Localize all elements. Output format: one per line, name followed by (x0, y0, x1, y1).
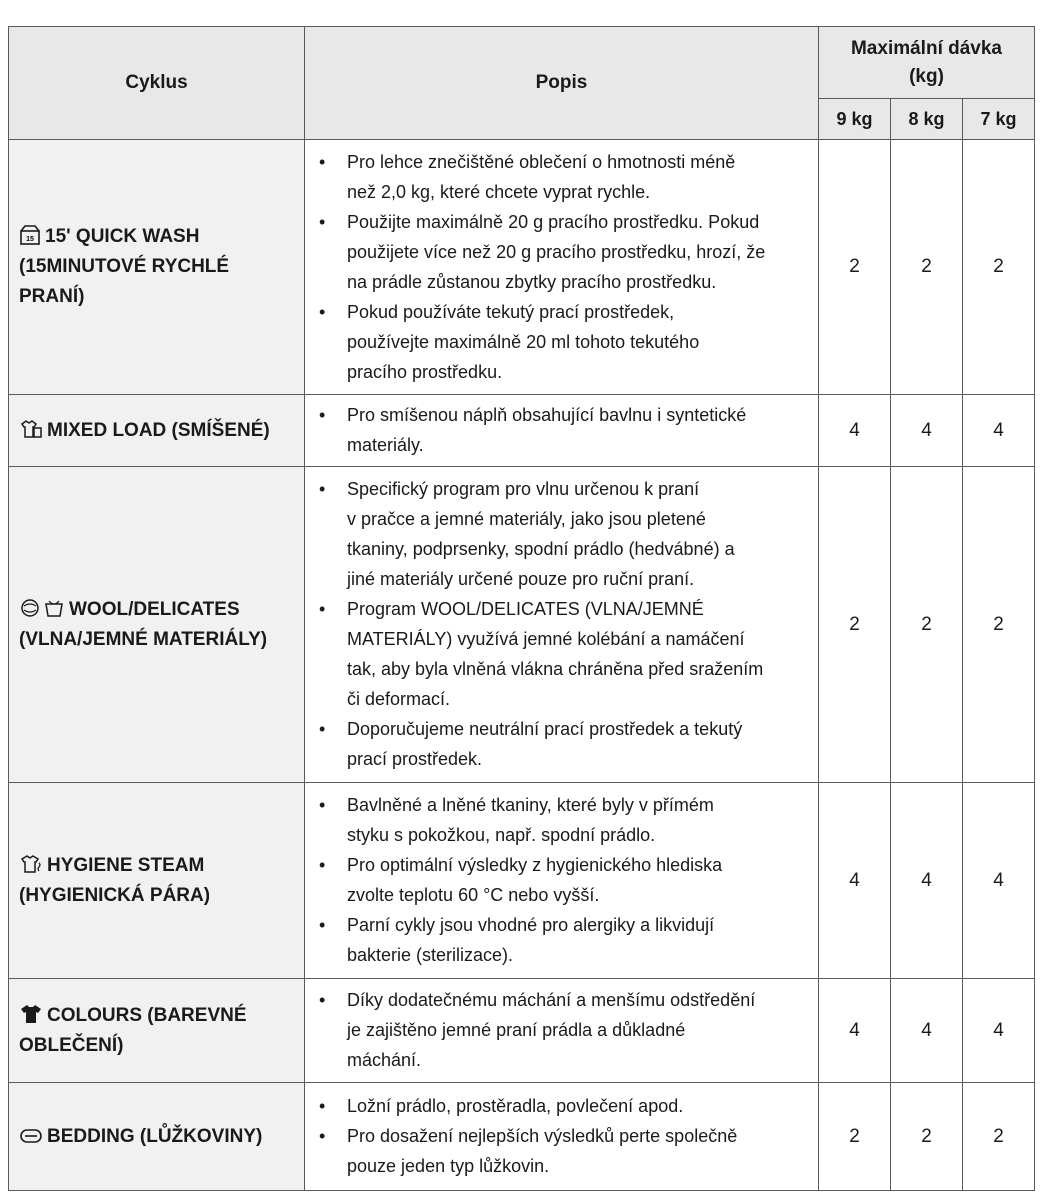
table-row (9, 979, 1035, 1083)
header-max-load-line1: Maximální dávka (850, 37, 1003, 59)
hygiene-steam-icon (19, 854, 43, 874)
cycle-name: 15 15' QUICK WASH (15MINUTOVÉ RYCHLÉ PRANÍ) (9, 140, 305, 395)
header-cycle: Cyklus (9, 27, 305, 140)
table-row (9, 395, 1035, 467)
table-row (9, 783, 1035, 979)
load-9kg: 4 (819, 979, 891, 1083)
list-item: • Pro lehce znečištěné oblečení o hmotnosti méně než 2,0 kg, které chcete vyprat rychle. (347, 147, 810, 207)
load-7kg: 2 (963, 1083, 1035, 1191)
wool-delicates-icon (19, 598, 65, 618)
load-7kg: 2 (963, 467, 1035, 783)
mixed-load-icon (19, 419, 43, 439)
header-capacity-7kg: 7 kg (963, 99, 1035, 140)
load-7kg: 2 (963, 140, 1035, 395)
load-9kg: 2 (819, 140, 891, 395)
list-item: • Pro optimální výsledky z hygienického hlediska zvolte teplotu 60 °C nebo vyšší. (347, 850, 810, 910)
load-9kg: 4 (819, 783, 891, 979)
cycle-name: BEDDING (LŮŽKOVINY) (9, 1083, 305, 1191)
list-item: • Program WOOL/DELICATES (VLNA/JEMNÉ MATERIÁLY) využívá jemné kolébání a namáčení tak, aby byla vlněná vlákna chráněna před sražením či deformací. (347, 594, 810, 714)
cycle-description (305, 140, 819, 395)
cycle-description (305, 783, 819, 979)
list-item: • Ložní prádlo, prostěradla, povlečení apod. (347, 1091, 810, 1121)
cycle-name: WOOL/DELICATES (VLNA/JEMNÉ MATERIÁLY) (9, 467, 305, 783)
load-8kg: 4 (891, 979, 963, 1083)
cycle-description (305, 979, 819, 1083)
header-max-load-line2: (kg) (909, 65, 944, 87)
table-row (9, 140, 1035, 395)
table-row (9, 1083, 1035, 1191)
load-8kg: 2 (891, 1083, 963, 1191)
list-item: • Díky dodatečnému máchání a menšímu odstředění je zajištěno jemné praní prádla a důkladné máchání. (347, 985, 810, 1075)
load-9kg: 2 (819, 467, 891, 783)
cycle-description (305, 1083, 819, 1191)
load-7kg: 4 (963, 395, 1035, 467)
header-description: Popis (305, 27, 819, 140)
load-8kg: 4 (891, 395, 963, 467)
header-capacity-8kg: 8 kg (891, 99, 963, 140)
cycle-description (305, 467, 819, 783)
load-9kg: 2 (819, 1083, 891, 1191)
quick-wash-icon (19, 225, 41, 245)
list-item: • Pro smíšenou náplň obsahující bavlnu i syntetické materiály. (347, 400, 810, 460)
list-item: • Pro dosažení nejlepších výsledků perte společně pouze jeden typ lůžkovin. (347, 1121, 810, 1181)
colours-shirt-icon (19, 1004, 43, 1024)
wash-cycles-table (8, 26, 1035, 1191)
load-8kg: 2 (891, 140, 963, 395)
cycle-name: COLOURS (BAREVNÉ OBLEČENÍ) (9, 979, 305, 1083)
load-7kg: 4 (963, 783, 1035, 979)
header-capacity-9kg: 9 kg (819, 99, 891, 140)
list-item: • Bavlněné a lněné tkaniny, které byly v přímém styku s pokožkou, např. spodní prádlo. (347, 790, 810, 850)
bedding-icon (19, 1127, 43, 1145)
list-item: • Specifický program pro vlnu určenou k praní v pračce a jemné materiály, jako jsou pletené tkaniny, podprsenky, spodní prádlo (hedvábné) a jiné materiály určené pouze pro ruční praní. (347, 474, 810, 594)
cycle-description (305, 395, 819, 467)
list-item: • Použijte maximálně 20 g pracího prostředku. Pokud použijete více než 20 g pracího prostředku, hrozí, že na prádle zůstanou zbytky pracího prostředku. (347, 207, 810, 297)
load-8kg: 4 (891, 783, 963, 979)
list-item: • Doporučujeme neutrální prací prostředek a tekutý prací prostředek. (347, 714, 810, 774)
header-max-load (819, 27, 1035, 99)
load-8kg: 2 (891, 467, 963, 783)
list-item: • Pokud používáte tekutý prací prostředek, používejte maximálně 20 ml tohoto tekutého pracího prostředku. (347, 297, 810, 387)
load-9kg: 4 (819, 395, 891, 467)
list-item: • Parní cykly jsou vhodné pro alergiky a likvidují bakterie (sterilizace). (347, 910, 810, 970)
table-row (9, 467, 1035, 783)
load-7kg: 4 (963, 979, 1035, 1083)
cycle-name: MIXED LOAD (SMÍŠENÉ) (9, 395, 305, 467)
cycle-name: HYGIENE STEAM (HYGIENICKÁ PÁRA) (9, 783, 305, 979)
svg-text:15: 15 (26, 236, 34, 243)
